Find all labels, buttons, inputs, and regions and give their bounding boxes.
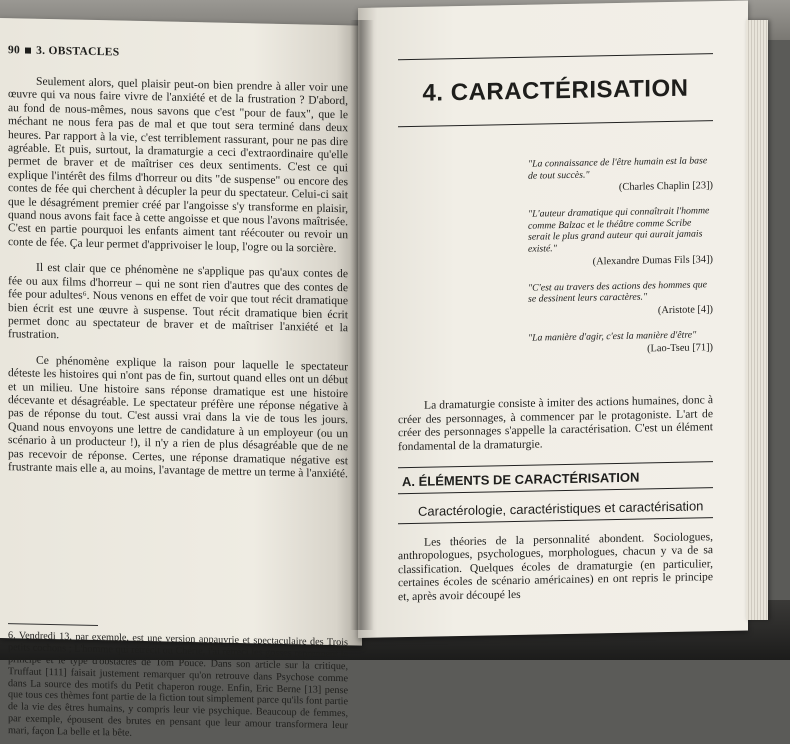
quote-author: (Alexandre Dumas Fils [34]) [592, 253, 713, 268]
footnote: 6. Vendredi 13, par exemple, est une version appauvrie et spectaculaire des Trois petits cochons ; L'homme qui rétrécit ou Chérie, j'ai rétréci les gosses reprennent le principe et le type d'obstacles de Tom Pouce. Dans son article sur la critique, Truffaut [111] faisait justement remarquer qu'on retrouve dans Psychose comme dans La source des motifs du Petit chaperon rouge. Enfin, Eric Berne [13] pense que tous ces thèmes font partie de la fiction tout simplement parce qu'ils font partie de la vie des êtres humains, y compris leur vie psychique. Beaucoup de femmes, par exemple, épousent des brutes en pensant que leur amour transformera leur mari, façon La belle et la bête. [8, 630, 348, 739]
chapter-title: 4. CARACTÉRISATION [422, 74, 689, 107]
quote-author: (Charles Chaplin [23]) [618, 180, 713, 194]
page-edges [746, 20, 768, 620]
body-paragraph: Les théories de la personnalité abondent. Sociologues, anthropologues, psychologues, morphologues, chacun y va de sa classification. Quelques écoles de dramaturgie (en particulier, certaines écoles de scénario américaines) en ont repris le principe et, après avoir découpé les [398, 530, 713, 603]
running-head-title: 3. OBSTACLES [36, 44, 120, 59]
paragraph-1: Seulement alors, quel plaisir peut-on bien prendre à aller voir une œuvre qui va nous faire vivre de l'anxiété et de la frustration ? D'abord, au fond de nous-mêmes, nous savons que c'est "pour de faux", que le méchant ne nous fera pas de mal et que tout sera terminé dans deux heures. Par rapport à la vie, c'est terriblement rassurant, pour ne pas dire agréable. Et puis, surtout, la dramaturgie a ceci d'extraordinaire qu'elle permet de braver et de maîtriser ces deux sentiments. C'est ce qui explique l'intérêt des films d'horreur ou dits "de suspense" ou encore des contes de fée qui cherchent à décupler la peur du spectateur. Celui-ci sait que le désagrément premier créé par l'angoisse s'y transforme en plaisir, quand nous avons fait face à cette angoisse et que nous l'avons maîtrisée. C'est en partie pourquoi les enfants aiment tant réécouter ou revoir un conte de fée. Ça leur permet d'apprivoiser le loup, l'ogre ou la sorcière. [8, 74, 348, 255]
left-page-content [8, 44, 348, 744]
epigraphs [528, 155, 713, 357]
paragraph-3: Ce phénomène explique la raison pour laquelle le spectateur déteste les histoires qui n'ont pas de fin, surtout quand elles ont un début et un milieu. Une histoire sans réponse dramatique est une histoire décevante et désagréable. Le spectateur préfère une réponse négative à pas de réponse du tout. C'est aussi vrai dans la vie de tous les jours. Quand nous envoyons une lettre de candidature à un employeur (ou un scénario à un producteur !), il n'y a rien de plus désagréable que de ne pas recevoir de réponse. Certes, une réponse dramatique négative est frustrante mais elle a, au moins, l'avantage de mettre un terme à l'anxiété. [8, 353, 348, 481]
quote-text: "La manière d'agir, c'est la manière d'être" [528, 329, 697, 344]
quote-author: (Aristote [4]) [657, 303, 713, 316]
right-page-content [398, 53, 713, 615]
quote-author: (Lao-Tseu [71]) [647, 342, 713, 355]
paragraph-2: Il est clair que ce phénomène ne s'applique pas qu'aux contes de fée ou aux films d'horreur – qui ne sont rien d'autres que des contes de fée pour adultes⁶. Nous venons en effet de voir que tout récit dramatique bien écrit est une œuvre à suspense. Tout récit dramatique bien écrit permet donc au spectateur de braver et de maîtriser l'anxiété et la frustration. [8, 261, 348, 342]
chapter-rule-bottom [398, 120, 713, 127]
page-number: 90 [8, 44, 21, 57]
running-head [8, 44, 348, 63]
square-bullet-icon [25, 47, 31, 53]
quote-text: "C'est au travers des actions des hommes que se dessinent leurs caractères." [528, 278, 707, 305]
quote-text: "La connaissance de l'être humain est la base de tout succès." [528, 155, 708, 182]
section-heading: A. ÉLÉMENTS DE CARACTÉRISATION [398, 461, 713, 494]
footnote-rule [8, 624, 98, 627]
right-page [358, 1, 748, 638]
quote-text: "L'auteur dramatique qui connaîtrait l'homme comme Balzac et le théâtre comme Scribe serait le plus grand auteur qui aurait jamais existé." [528, 205, 710, 255]
subsection-heading: Caractérologie, caractéristiques et caractérisation [398, 498, 713, 524]
left-page [0, 18, 362, 739]
chapter-rule-top [398, 53, 713, 60]
spine-shadow [350, 20, 374, 630]
intro-paragraph: La dramaturgie consiste à imiter des actions humaines, donc à créer des personnages, à commencer par le protagoniste. L'art de créer des personnages s'appelle la caractérisation. C'est un élément fondamental de la dramaturgie. [398, 393, 713, 453]
